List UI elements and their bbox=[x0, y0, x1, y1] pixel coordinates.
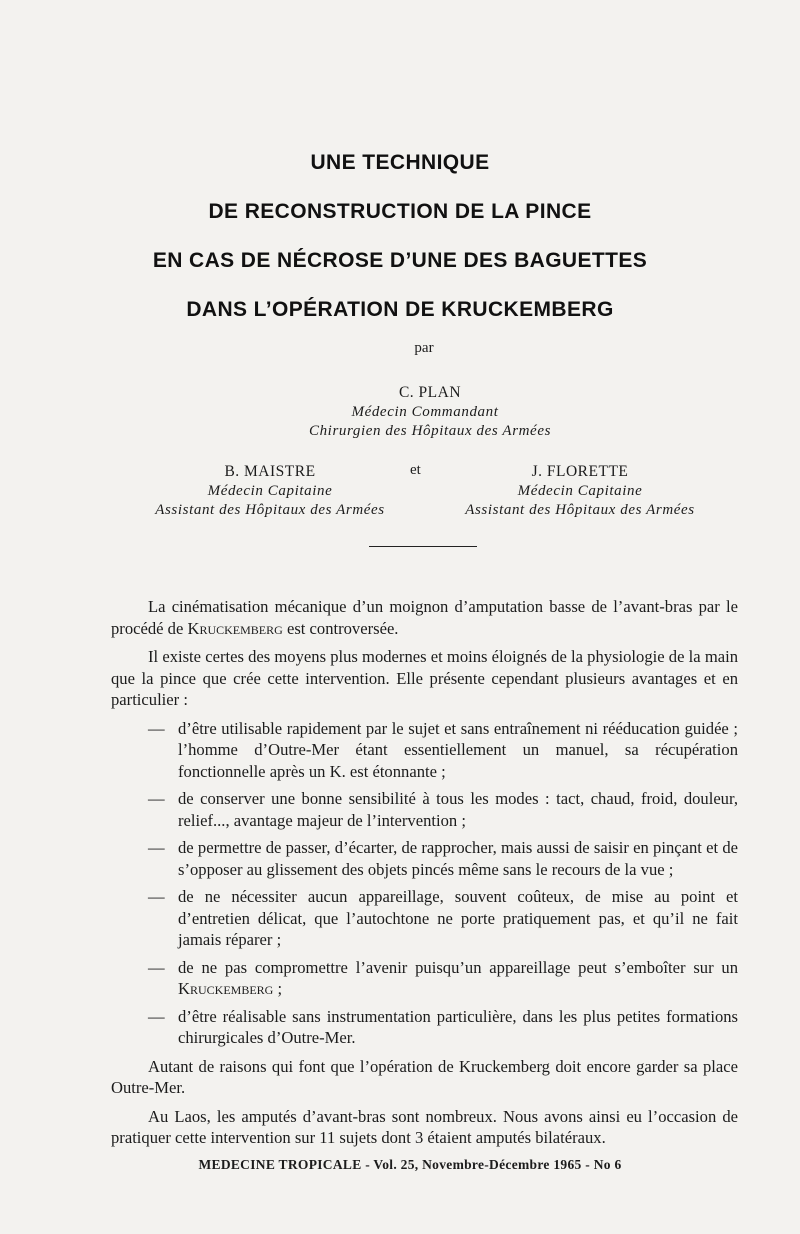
author-main-name: C. PLAN bbox=[398, 384, 462, 401]
author-main-role: Médecin Commandant bbox=[351, 404, 499, 420]
list-item-text: de ne nécessiter aucun appareillage, souvent coûteux, de mise au point et d’entretien délicat, que l’autochtone ne porte pratiquement pas, et qu’il ne fait jamais réparer ; bbox=[178, 887, 738, 949]
title-line-2: DE RECONSTRUCTION DE LA PINCE bbox=[208, 200, 592, 223]
dash-marker: — bbox=[148, 887, 165, 906]
author-conjunction: et bbox=[410, 462, 421, 478]
author-left-affiliation: Assistant des Hôpitaux des Armées bbox=[155, 502, 385, 518]
author-right-affiliation: Assistant des Hôpitaux des Armées bbox=[465, 502, 695, 518]
author-main bbox=[300, 383, 560, 441]
list-item-text: d’être réalisable sans instrumentation particulière, dans les plus petites formations chirurgicales d’Outre-Mer. bbox=[178, 1006, 738, 1047]
list-item-name: Kruckemberg bbox=[178, 979, 274, 998]
dash-marker: — bbox=[148, 838, 165, 857]
author-left-role: Médecin Capitaine bbox=[207, 483, 333, 499]
paragraph-3: Autant de raisons qui font que l’opération de Kruckemberg doit encore garder sa place Outre-Mer. bbox=[111, 1056, 738, 1097]
dash-marker: — bbox=[148, 957, 165, 977]
title-line-3: EN CAS DE NÉCROSE D’UNE DES BAGUETTES bbox=[152, 249, 648, 272]
article-body bbox=[111, 596, 738, 1149]
title-line-4: DANS L’OPÉRATION DE KRUCKEMBERG bbox=[186, 298, 614, 321]
list-item bbox=[111, 886, 738, 951]
list-item-text: de ne pas compromettre l’avenir puisqu’un appareillage peut s’emboîter sur un bbox=[178, 957, 738, 977]
list-item bbox=[111, 957, 738, 1000]
author-right-role: Médecin Capitaine bbox=[517, 483, 643, 499]
list-item-text: de permettre de passer, d’écarter, de rapprocher, mais aussi de saisir en pinçant et de s’opposer au glissement des objets pincés même sans le recours de la vue ; bbox=[178, 838, 738, 879]
list-item bbox=[111, 1006, 738, 1049]
author-right bbox=[450, 462, 710, 520]
author-right-name: J. FLORETTE bbox=[531, 463, 629, 480]
dash-marker: — bbox=[148, 1006, 165, 1026]
title-line-1: UNE TECHNIQUE bbox=[310, 151, 490, 174]
dash-marker: — bbox=[148, 718, 165, 738]
author-left-name: B. MAISTRE bbox=[224, 463, 316, 480]
list-item bbox=[111, 718, 738, 783]
list-item-text: d’être utilisable rapidement par le sujet et sans entraînement ni rééducation guidée ; l’homme d’Outre-Mer étant essentiellement un manuel, sa récupération fonctionnelle après un K. est étonnante ; bbox=[178, 718, 738, 781]
separator-rule bbox=[369, 546, 477, 547]
paragraph-2: Il existe certes des moyens plus modernes et moins éloignés de la physiologie de la main que la pince que crée cette intervention. Elle présente cependant plusieurs avantages et en particulier : bbox=[111, 647, 738, 709]
dash-marker: — bbox=[148, 789, 165, 808]
article-title bbox=[0, 138, 800, 334]
list-item-end: ; bbox=[273, 979, 283, 998]
author-left bbox=[140, 462, 400, 520]
paragraph-1-text: La cinématisation mécanique d’un moignon d’amputation basse de l’avant-bras par le procédé de bbox=[111, 597, 738, 638]
paragraph-1-name: Kruckemberg bbox=[187, 618, 283, 638]
paragraph-4: Au Laos, les amputés d’avant-bras sont nombreux. Nous avons ainsi eu l’occasion de pratiquer cette intervention sur 11 sujets dont 3 étaient amputés bilatéraux. bbox=[111, 1106, 738, 1147]
list-item-text: de conserver une bonne sensibilité à tous les modes : tact, chaud, froid, douleur, relief..., avantage majeur de l’intervention ; bbox=[178, 789, 738, 830]
advantages-list bbox=[111, 718, 738, 1049]
paragraph-1 bbox=[111, 596, 738, 639]
list-item bbox=[111, 788, 738, 831]
paragraph-1-end: est controversée. bbox=[282, 618, 399, 638]
journal-footer: MEDECINE TROPICALE - Vol. 25, Novembre-Décembre 1965 - No 6 bbox=[198, 1157, 622, 1172]
byline: par bbox=[414, 340, 434, 356]
list-item bbox=[111, 837, 738, 880]
author-main-affiliation: Chirurgien des Hôpitaux des Armées bbox=[308, 423, 552, 439]
